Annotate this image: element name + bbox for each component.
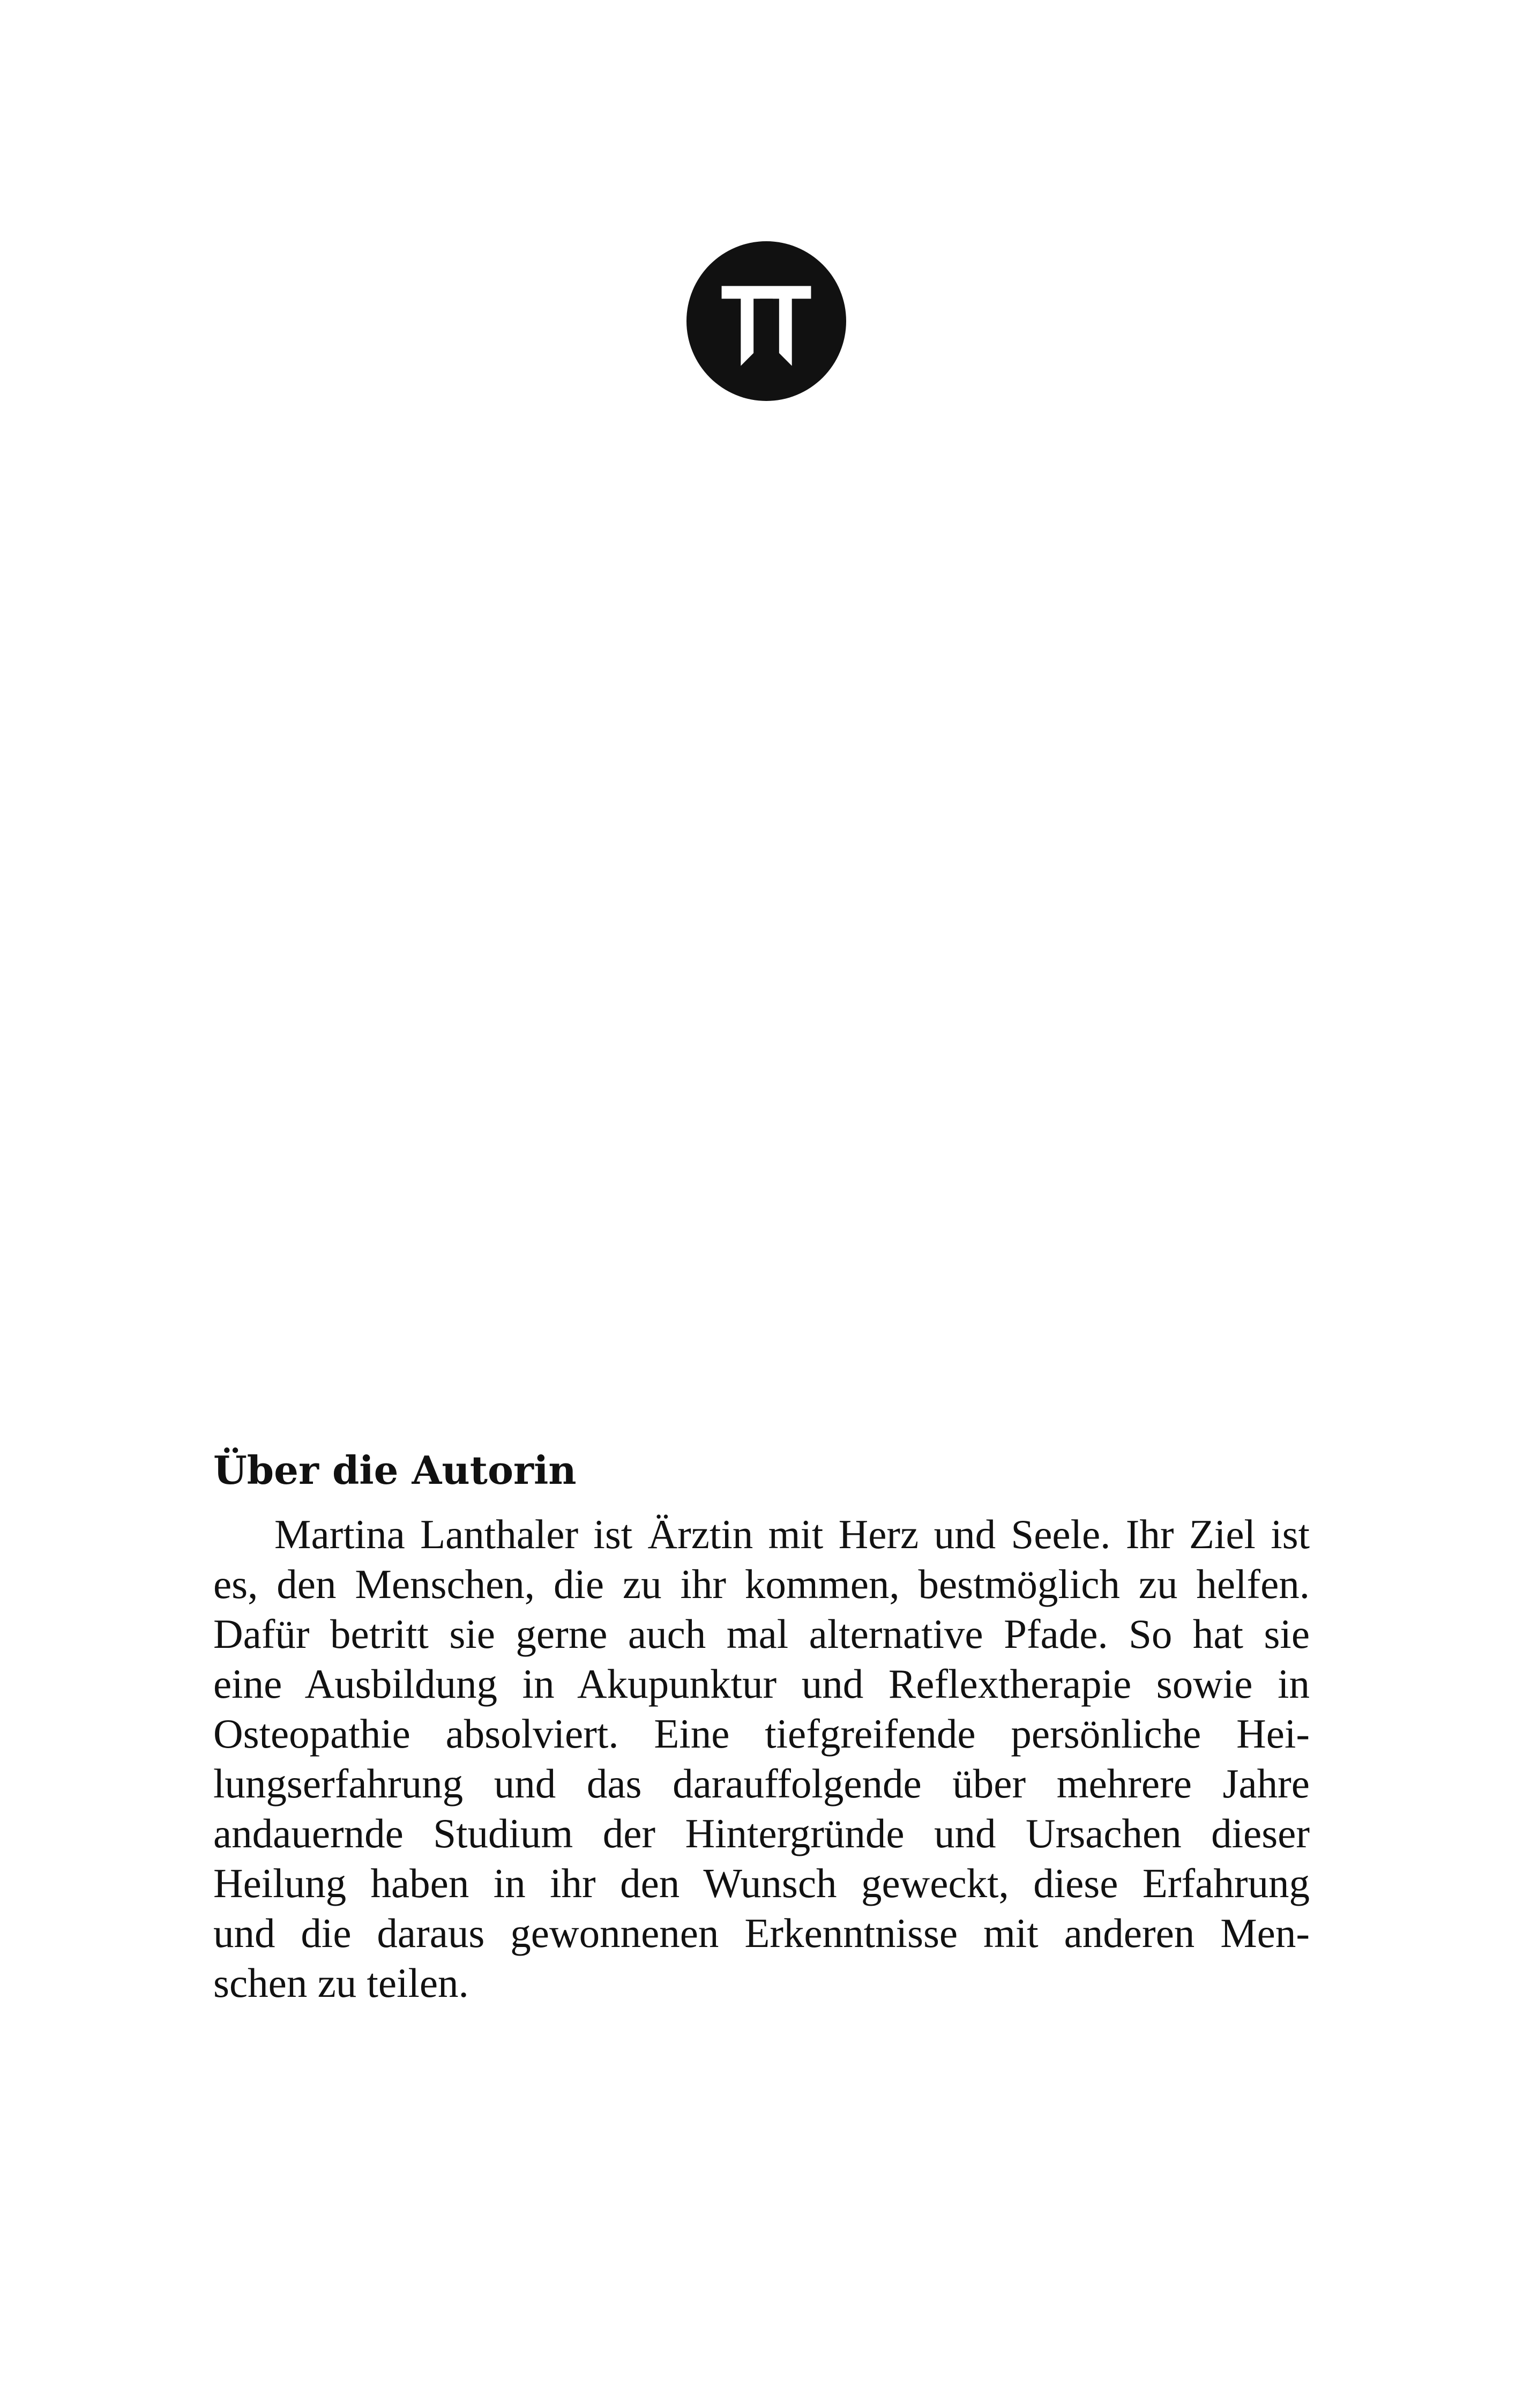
bio-line: Dafür betritt sie gerne auch mal alternative Pfade. So hat sie (213, 1611, 1310, 1658)
author-bio (213, 1510, 1310, 2008)
bio-line: schen zu teilen. (213, 1960, 469, 2006)
logo-graphic (686, 241, 846, 401)
publisher-logo-icon (686, 241, 846, 401)
bio-line: eine Ausbildung in Akupunktur und Reflextherapie sowie in (213, 1661, 1310, 1707)
section-heading: Über die Autorin (213, 1447, 577, 1493)
bio-line: und die daraus gewonnenen Erkenntnisse mit anderen Men- (213, 1910, 1310, 1957)
bio-line: andauernde Studium der Hintergründe und Ursachen dieser (213, 1810, 1310, 1857)
bio-line: es, den Menschen, die zu ihr kommen, bestmöglich zu helfen. (213, 1561, 1310, 1608)
bio-line: Martina Lanthaler ist Ärztin mit Herz und Seele. Ihr Ziel ist (274, 1511, 1310, 1558)
bio-line: lungserfahrung und das darauffolgende über mehrere Jahre (213, 1760, 1310, 1807)
bio-line: Heilung haben in ihr den Wunsch geweckt, diese Erfahrung (213, 1860, 1310, 1907)
bio-line: Osteopathie absolviert. Eine tiefgreifende persönliche Hei- (213, 1711, 1310, 1757)
about-author-section (213, 1447, 1310, 2008)
